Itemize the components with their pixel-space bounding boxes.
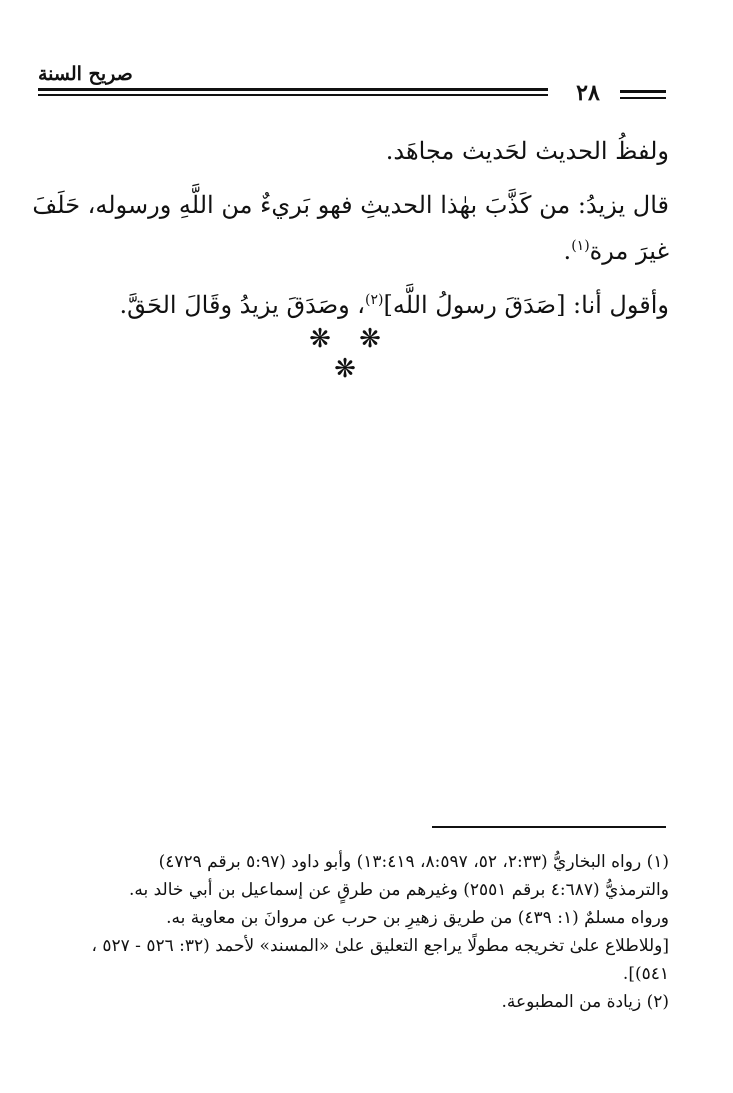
paragraph xyxy=(32,182,669,274)
footnote-line: (١) رواه البخاريُّ (٢:٣٣، ٥٢، ٨:٥٩٧، ١٣:٤١٩) وأبو داود (٥:٩٧ برقم ٤٧٢٩) xyxy=(158,852,669,872)
paragraph-text: ، وصَدَقَ يزيدُ وقَالَ الحَقَّ. xyxy=(119,291,366,319)
paragraph-line: قال يزيدُ: من كَذَّبَ بهٰذا الحديثِ فهو بَريءٌ من اللَّهِ ورسوله، حَلَفَ xyxy=(32,191,669,219)
footnotes xyxy=(46,848,669,1016)
footnote-line: والترمذيُّ (٤:٦٨٧ برقم ٢٥٥١) وغيرهم من طرقٍ عن إسماعيل بن أبي خالد به. xyxy=(128,880,669,900)
header-rule xyxy=(38,88,548,91)
footnote-separator xyxy=(432,826,666,828)
paragraph-text: غيرَ مرة xyxy=(589,237,669,265)
paragraph xyxy=(119,282,669,328)
header-rule xyxy=(620,90,666,93)
footnote-line: ورواه مسلمٌ (١: ٤٣٩) من طريق زهيرِ بن حرب عن مروانَ بن معاوية به. xyxy=(166,908,669,928)
footnote-ref[interactable]: (١) xyxy=(571,238,590,254)
paragraph-text: وأقول أنا: [صَدَقَ رسولُ اللَّه] xyxy=(383,291,669,319)
footnote-line: (٢) زيادة من المطبوعة. xyxy=(501,992,669,1012)
footnote-ref[interactable]: (٢) xyxy=(365,292,384,308)
section-divider-stars: ❋ ❋ ❋ xyxy=(309,324,391,384)
paragraph-end: . xyxy=(563,237,572,265)
header-rule xyxy=(38,94,548,96)
page-number: ٢٨ xyxy=(576,80,600,106)
running-title: صريح السنة xyxy=(38,63,133,85)
paragraph: ولفظُ الحديث لحَديث مجاهَد. xyxy=(385,137,669,165)
footnote-line: ٥٤١)]. xyxy=(622,964,669,984)
header-rule xyxy=(620,97,666,99)
paragraph-line xyxy=(48,228,669,274)
footnote-line: [وللاطلاع علىٰ تخريجه مطولًا يراجع التعليق علىٰ «المسند» لأحمد (٣٢: ٥٢٦ - ٥٢٧ ، xyxy=(91,936,669,956)
